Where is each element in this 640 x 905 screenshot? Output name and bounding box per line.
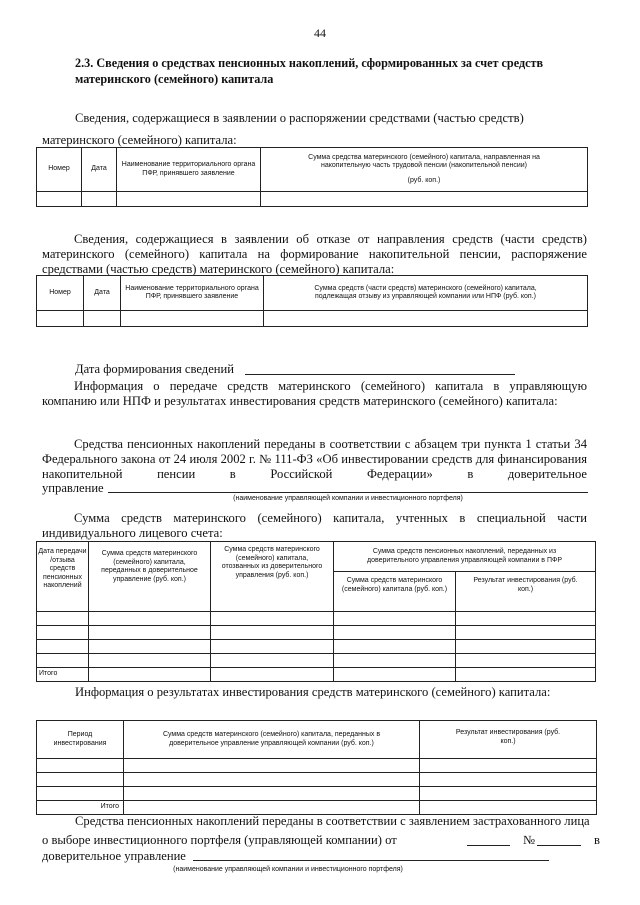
table-cell — [124, 801, 420, 815]
table-cell — [420, 787, 597, 801]
table-cell — [37, 773, 124, 787]
application-number-field[interactable] — [537, 845, 581, 846]
table-cell — [37, 626, 89, 640]
col-pfr-body: Наименование территориального органа ПФР, принявшего заявление — [121, 276, 264, 311]
col-transferred: Сумма средств материнского (семейного) капитала, переданных в доверительное управление (руб. коп.) — [89, 542, 211, 612]
table-cell — [456, 612, 596, 626]
col-transfer-date: Дата передачи /отзыва средств пенсионных накоплений — [37, 542, 89, 612]
table-cell — [420, 759, 597, 773]
col-amount: Сумма средства материнского (семейного) капитала, направленная на накопительную часть трудовой пенсии (накопительной пенсии) (руб. коп.) — [261, 148, 588, 192]
col-investment-result: Результат инвестирования (руб. коп.) — [456, 572, 596, 612]
col-withdrawn: Сумма средств материнского (семейного) капитала, отозванных из доверительного управления (руб. коп.) — [211, 542, 334, 612]
table-applications — [36, 147, 588, 207]
col-date: Дата — [84, 276, 121, 311]
transfer-info: Информация о передаче средств материнского (семейного) капитала в управляющую компанию или НПФ и результатах инвестирования средств материнского (семейного) капитала: — [42, 379, 587, 408]
table-cell — [37, 759, 124, 773]
table-cell — [334, 626, 456, 640]
total-label: Итого — [37, 668, 89, 682]
table-cell — [211, 640, 334, 654]
table-cell — [124, 787, 420, 801]
table-cell — [456, 640, 596, 654]
table-results — [36, 720, 597, 815]
table-cell — [37, 612, 89, 626]
application-date-field[interactable] — [467, 845, 510, 846]
table-cell — [420, 773, 597, 787]
table-cell — [211, 668, 334, 682]
table-cell — [37, 787, 124, 801]
table-cell — [82, 192, 117, 207]
final-text: Средства пенсионных накоплений переданы в соответствии с заявлением застрахованного лица — [75, 814, 590, 828]
table-cell — [37, 654, 89, 668]
table-cell — [334, 654, 456, 668]
col-returned-sum: Сумма средств материнского (семейного) капитала (руб. коп.) — [334, 572, 456, 612]
final-line3: доверительное управление — [42, 849, 186, 863]
block1-intro-line2: материнского (семейного) капитала: — [42, 133, 237, 147]
section-title: 2.3. Сведения о средствах пенсионных накоплений, сформированных за счет средств материнского (семейного) капитала — [75, 56, 544, 86]
final-line2-num: № — [523, 833, 536, 847]
table-cell — [334, 612, 456, 626]
block2-intro: Сведения, содержащиеся в заявлении об отказе от направления средств (части средств) материнского (семейного) капитала на формирование накопительной пенсии, распоряжение средствами (частью средств) материнского (семейного) капитала: — [42, 232, 587, 276]
table-cell — [121, 311, 264, 327]
final-trust-field[interactable] — [193, 860, 549, 861]
col-pfr-body: Наименование территориального органа ПФР, принявшего заявление — [117, 148, 261, 192]
table-cell — [37, 192, 82, 207]
trust-caption: (наименование управляющей компании и инвестиционного портфеля) — [233, 495, 463, 502]
block1-intro-line1: Сведения, содержащиеся в заявлении о распоряжении средствами (частью средств) — [75, 111, 524, 125]
table-cell — [420, 801, 597, 815]
table-cell — [89, 640, 211, 654]
table-refusals — [36, 275, 588, 327]
results-title: Информация о результатах инвестирования средств материнского (семейного) капитала: — [75, 685, 551, 699]
table-cell — [37, 640, 89, 654]
table-cell — [117, 192, 261, 207]
table-cell — [334, 668, 456, 682]
table-cell — [211, 612, 334, 626]
funds-text: Средства пенсионных накоплений переданы в соответствии с абзацем три пункта 1 статьи 34 Федерального закона от 24 июля 2002 г. № 111-ФЗ «Об инвестировании средств для финансирования накопительной пенсии в Российской Федерации» в доверительное — [42, 437, 587, 481]
table-cell — [211, 654, 334, 668]
table-cell — [89, 654, 211, 668]
date-label: Дата формирования сведений — [75, 362, 235, 376]
col-number: Номер — [37, 276, 84, 311]
table-cell — [37, 311, 84, 327]
col-returned-group: Сумма средств пенсионных накоплений, переданных из доверительного управления управляющей компании в ПФР — [334, 542, 596, 572]
sum-text: Сумма средств материнского (семейного) капитала, учтенных в специальной части индивидуального лицевого счета: — [42, 511, 587, 540]
page-number: 44 — [314, 26, 326, 40]
final-line2-a: о выборе инвестиционного портфеля (управляющей компании) от — [42, 833, 397, 847]
table-cell — [84, 311, 121, 327]
date-field[interactable] — [245, 374, 515, 375]
table-cell — [334, 640, 456, 654]
col-number: Номер — [37, 148, 82, 192]
col-date: Дата — [82, 148, 117, 192]
trust-label: управление — [42, 481, 104, 495]
col-result: Результат инвестирования (руб. коп.) — [420, 721, 597, 759]
final-caption: (наименование управляющей компании и инвестиционного портфеля) — [173, 866, 403, 873]
trust-field[interactable] — [108, 492, 588, 493]
col-transferred-amount: Сумма средств материнского (семейного) капитала, переданных в доверительное управление управляющей компании (руб. коп.) — [124, 721, 420, 759]
table-cell — [456, 626, 596, 640]
table-cell — [124, 773, 420, 787]
table-cell — [261, 192, 588, 207]
final-line2-b: в — [594, 833, 600, 847]
table-cell — [456, 668, 596, 682]
col-amount: Сумма средств (части средств) материнского (семейного) капитала, подлежащая отзыву из управляющей компании или НПФ (руб. коп.) — [264, 276, 588, 311]
table-cell — [124, 759, 420, 773]
table-cell — [89, 626, 211, 640]
table-cell — [211, 626, 334, 640]
table-cell — [456, 654, 596, 668]
table-cell — [264, 311, 588, 327]
col-period: Период инвестирования — [37, 721, 124, 759]
table-cell — [89, 668, 211, 682]
total-label: Итого — [37, 801, 124, 815]
table-cell — [89, 612, 211, 626]
table-transfers — [36, 541, 596, 682]
